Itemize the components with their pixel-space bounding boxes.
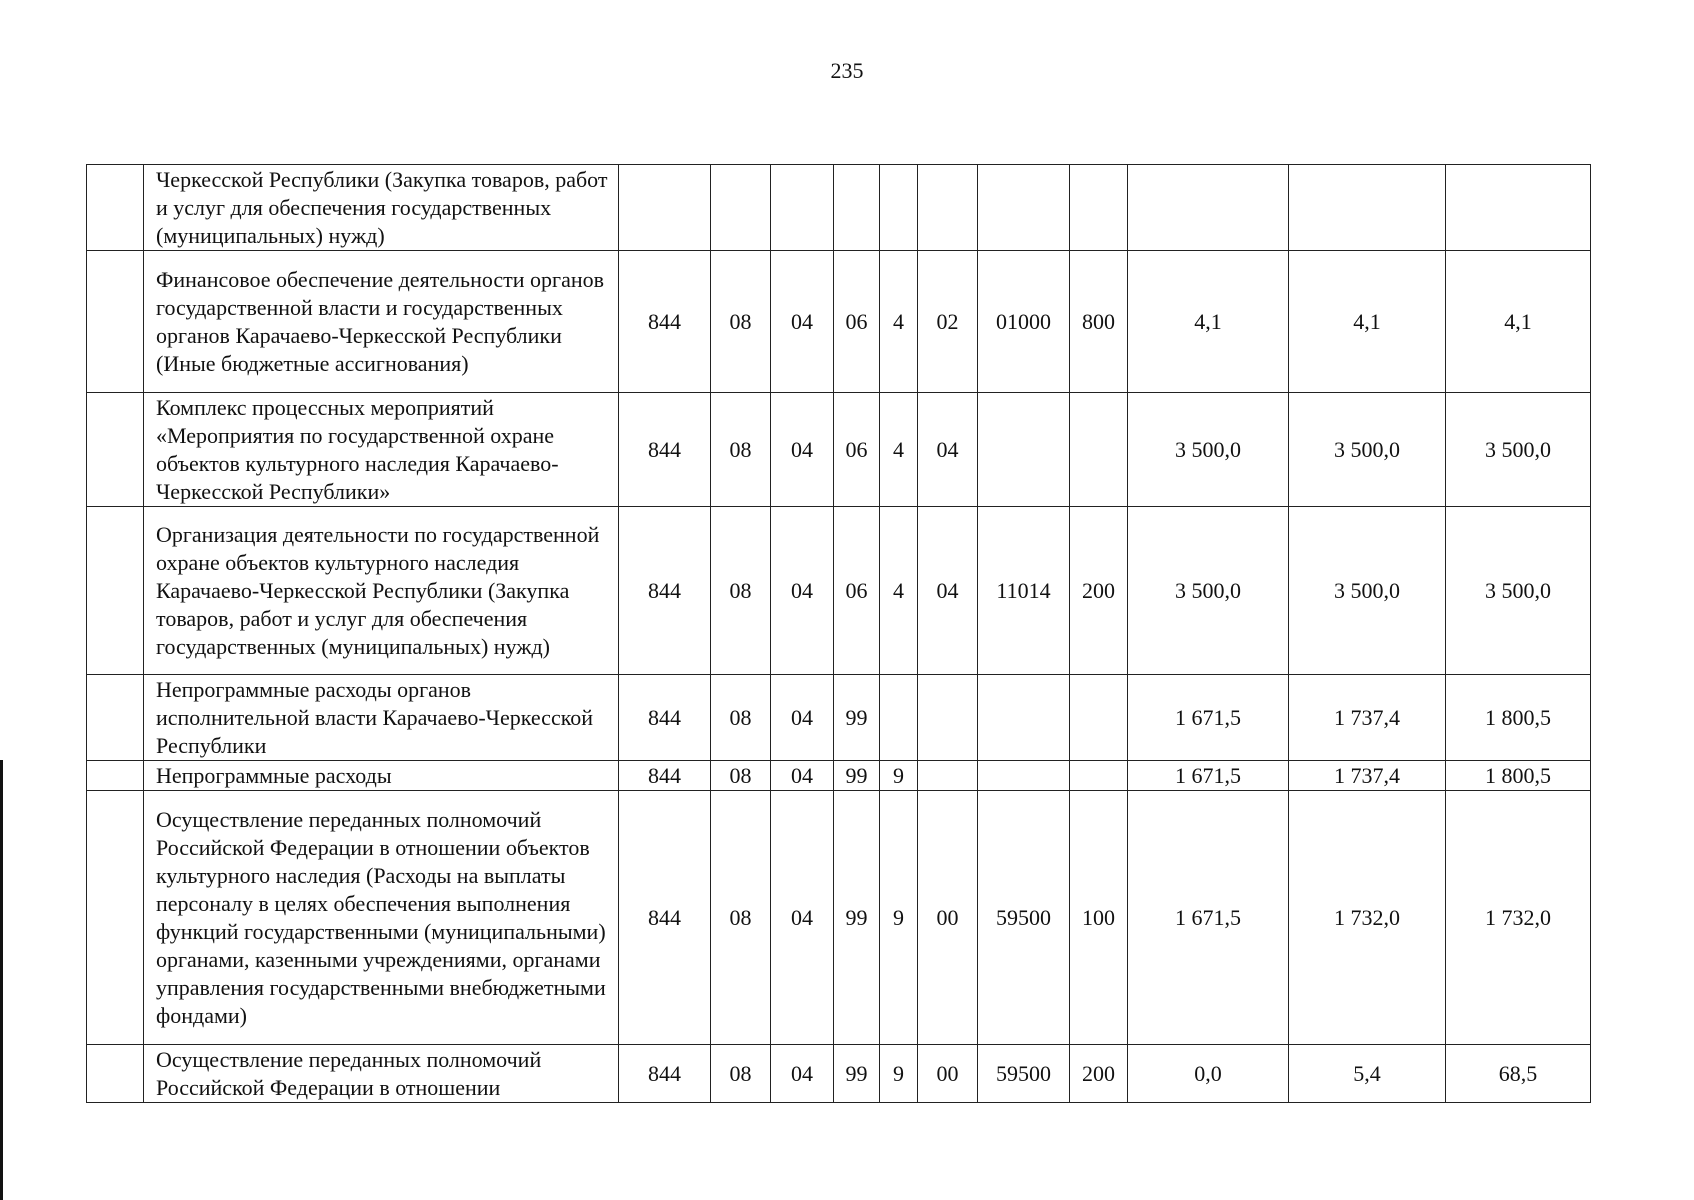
index-cell (87, 1045, 144, 1103)
code-cell: 06 (834, 393, 880, 507)
amount-cell: 5,4 (1289, 1045, 1446, 1103)
code-cell (1070, 761, 1128, 791)
code-cell (978, 675, 1070, 761)
table-row (87, 393, 1591, 507)
index-cell (87, 165, 144, 251)
description-cell: Непрограммные расходы (144, 761, 619, 791)
table-row (87, 791, 1591, 1045)
code-cell: 08 (711, 1045, 771, 1103)
table-row (87, 675, 1591, 761)
code-cell: 9 (880, 1045, 918, 1103)
code-cell: 844 (619, 761, 711, 791)
table-row (87, 1045, 1591, 1103)
code-cell (1070, 675, 1128, 761)
amount-cell: 4,1 (1289, 251, 1446, 393)
amount-cell: 1 671,5 (1128, 791, 1289, 1045)
description-cell: Комплекс процессных мероприятий «Мероприятия по государственной охране объектов культурного наследия Карачаево-Черкесской Республики» (144, 393, 619, 507)
table-row (87, 251, 1591, 393)
budget-table (86, 164, 1591, 1103)
code-cell: 04 (918, 393, 978, 507)
code-cell: 08 (711, 675, 771, 761)
amount-cell: 1 732,0 (1289, 791, 1446, 1045)
code-cell (880, 165, 918, 251)
code-cell: 04 (771, 791, 834, 1045)
amount-cell: 0,0 (1128, 1045, 1289, 1103)
code-cell: 00 (918, 791, 978, 1045)
code-cell (880, 675, 918, 761)
code-cell: 06 (834, 251, 880, 393)
description-cell: Осуществление переданных полномочий Российской Федерации в отношении объектов культурного наследия (Расходы на выплаты персоналу в целях обеспечения выполнения функций государственными (муниципальными) органами, казенными учреждениями, органами управления государственными внебюджетными фондами) (144, 791, 619, 1045)
table-row (87, 165, 1591, 251)
code-cell: 04 (771, 393, 834, 507)
amount-cell: 1 737,4 (1289, 761, 1446, 791)
code-cell (978, 393, 1070, 507)
amount-cell (1446, 165, 1591, 251)
code-cell: 06 (834, 507, 880, 675)
description-cell: Финансовое обеспечение деятельности органов государственной власти и государственных органов Карачаево-Черкесской Республики (Иные бюджетные ассигнования) (144, 251, 619, 393)
code-cell: 844 (619, 393, 711, 507)
code-cell (918, 761, 978, 791)
code-cell: 59500 (978, 791, 1070, 1045)
code-cell: 9 (880, 761, 918, 791)
code-cell: 04 (918, 507, 978, 675)
code-cell: 08 (711, 393, 771, 507)
code-cell (978, 761, 1070, 791)
table-row (87, 507, 1591, 675)
amount-cell: 1 800,5 (1446, 761, 1591, 791)
code-cell: 04 (771, 761, 834, 791)
code-cell: 4 (880, 251, 918, 393)
code-cell (1070, 393, 1128, 507)
code-cell: 9 (880, 791, 918, 1045)
code-cell: 02 (918, 251, 978, 393)
code-cell (918, 165, 978, 251)
code-cell: 844 (619, 791, 711, 1045)
amount-cell: 1 671,5 (1128, 675, 1289, 761)
code-cell: 11014 (978, 507, 1070, 675)
code-cell: 4 (880, 393, 918, 507)
amount-cell: 68,5 (1446, 1045, 1591, 1103)
amount-cell: 3 500,0 (1446, 393, 1591, 507)
index-cell (87, 251, 144, 393)
amount-cell: 3 500,0 (1128, 507, 1289, 675)
code-cell: 200 (1070, 1045, 1128, 1103)
code-cell (711, 165, 771, 251)
code-cell: 99 (834, 1045, 880, 1103)
description-cell: Осуществление переданных полномочий Российской Федерации в отношении (144, 1045, 619, 1103)
page-number: 235 (830, 58, 864, 83)
amount-cell: 4,1 (1128, 251, 1289, 393)
scan-edge-bar (0, 760, 3, 1200)
code-cell: 04 (771, 251, 834, 393)
code-cell: 4 (880, 507, 918, 675)
code-cell: 844 (619, 675, 711, 761)
code-cell: 04 (771, 1045, 834, 1103)
code-cell: 800 (1070, 251, 1128, 393)
description-cell: Непрограммные расходы органов исполнительной власти Карачаево-Черкесской Республики (144, 675, 619, 761)
code-cell: 844 (619, 251, 711, 393)
code-cell (619, 165, 711, 251)
code-cell: 01000 (978, 251, 1070, 393)
code-cell: 04 (771, 507, 834, 675)
amount-cell: 3 500,0 (1446, 507, 1591, 675)
code-cell: 100 (1070, 791, 1128, 1045)
description-cell: Организация деятельности по государственной охране объектов культурного наследия Карачаево-Черкесской Республики (Закупка товаров, работ и услуг для обеспечения государственных (муниципальных) нужд) (144, 507, 619, 675)
amount-cell: 1 732,0 (1446, 791, 1591, 1045)
code-cell (1070, 165, 1128, 251)
amount-cell: 4,1 (1446, 251, 1591, 393)
code-cell: 08 (711, 761, 771, 791)
code-cell: 99 (834, 675, 880, 761)
code-cell: 08 (711, 251, 771, 393)
index-cell (87, 761, 144, 791)
code-cell: 200 (1070, 507, 1128, 675)
index-cell (87, 791, 144, 1045)
code-cell: 04 (771, 675, 834, 761)
code-cell: 844 (619, 507, 711, 675)
table-row (87, 761, 1591, 791)
code-cell (771, 165, 834, 251)
amount-cell: 3 500,0 (1128, 393, 1289, 507)
code-cell: 844 (619, 1045, 711, 1103)
amount-cell (1128, 165, 1289, 251)
code-cell: 08 (711, 791, 771, 1045)
code-cell (918, 675, 978, 761)
code-cell: 59500 (978, 1045, 1070, 1103)
index-cell (87, 393, 144, 507)
description-cell: Черкесской Республики (Закупка товаров, работ и услуг для обеспечения государственных (муниципальных) нужд) (144, 165, 619, 251)
code-cell: 99 (834, 761, 880, 791)
index-cell (87, 675, 144, 761)
amount-cell: 1 800,5 (1446, 675, 1591, 761)
code-cell: 08 (711, 507, 771, 675)
amount-cell: 1 737,4 (1289, 675, 1446, 761)
index-cell (87, 507, 144, 675)
code-cell: 99 (834, 791, 880, 1045)
amount-cell: 3 500,0 (1289, 507, 1446, 675)
amount-cell (1289, 165, 1446, 251)
amount-cell: 3 500,0 (1289, 393, 1446, 507)
code-cell (834, 165, 880, 251)
code-cell: 00 (918, 1045, 978, 1103)
amount-cell: 1 671,5 (1128, 761, 1289, 791)
code-cell (978, 165, 1070, 251)
